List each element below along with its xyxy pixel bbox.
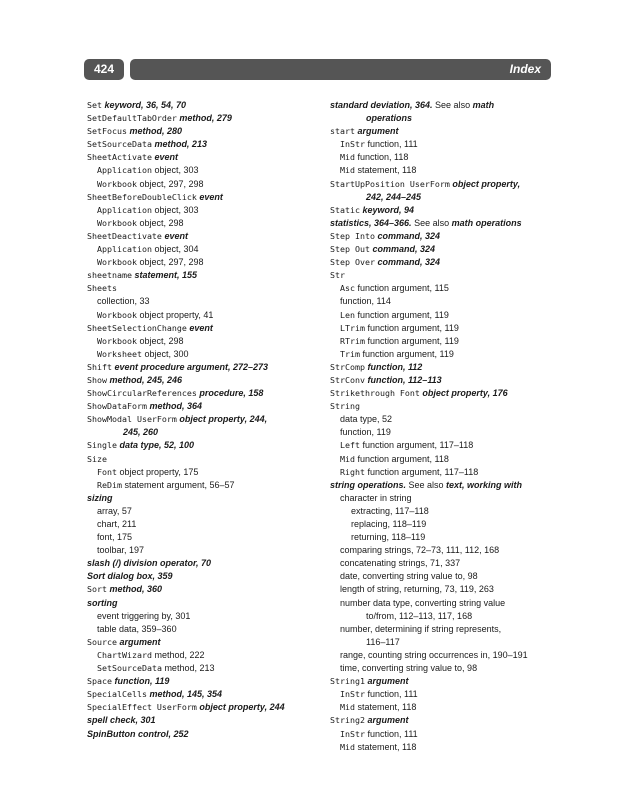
entry-text: function, 111 bbox=[364, 139, 418, 150]
entry-text: data type, 52 bbox=[340, 414, 393, 425]
entry-code-term: String1 bbox=[330, 676, 365, 687]
index-entry bbox=[87, 164, 317, 177]
index-entry bbox=[87, 217, 317, 230]
index-entry bbox=[330, 701, 555, 714]
index-entry bbox=[87, 649, 317, 662]
index-entry bbox=[330, 544, 555, 557]
entry-code-term: SetDefaultTabOrder bbox=[87, 113, 177, 124]
entry-text: method, 222 bbox=[151, 649, 205, 660]
entry-text: function, 111 bbox=[364, 728, 418, 739]
index-entry bbox=[330, 623, 555, 636]
index-entry bbox=[87, 151, 317, 164]
entry-term: method, 213 bbox=[151, 139, 207, 150]
entry-code-term: Worksheet bbox=[97, 348, 142, 359]
entry-code-term: sheetname bbox=[87, 270, 132, 281]
entry-code-term: InStr bbox=[340, 728, 365, 739]
entry-term: command, 324 bbox=[369, 244, 435, 255]
entry-code-term: Left bbox=[340, 440, 360, 451]
index-entry bbox=[87, 728, 317, 741]
index-entry bbox=[87, 282, 317, 295]
index-entry bbox=[330, 99, 555, 112]
index-entry bbox=[330, 243, 555, 256]
entry-code-term: StrConv bbox=[330, 374, 365, 385]
entry-code-term: SetSourceData bbox=[87, 139, 152, 150]
entry-term: argument bbox=[116, 636, 161, 647]
entry-text: toolbar, 197 bbox=[97, 545, 145, 556]
index-entry bbox=[87, 230, 317, 243]
index-entry bbox=[330, 557, 555, 570]
entry-code-term: SpecialCells bbox=[87, 689, 147, 700]
index-entry bbox=[330, 675, 555, 688]
entry-text: function argument, 115 bbox=[355, 283, 449, 294]
entry-text: function argument, 119 bbox=[355, 309, 449, 320]
entry-code-term: ChartWizard bbox=[97, 649, 152, 660]
index-entry bbox=[87, 675, 317, 688]
index-entry bbox=[330, 570, 555, 583]
entry-term: string operations. bbox=[330, 479, 407, 490]
index-entry bbox=[330, 361, 555, 374]
entry-text: number, determining if string represents, bbox=[340, 623, 502, 634]
entry-text: concatenating strings, 71, 337 bbox=[340, 558, 461, 569]
entry-text: chart, 211 bbox=[97, 519, 137, 529]
entry-code-term: Len bbox=[340, 309, 355, 320]
entry-term: operations bbox=[366, 113, 413, 124]
index-entry bbox=[330, 662, 555, 675]
entry-text: object property, 41 bbox=[136, 309, 214, 320]
entry-term: SpinButton control, 252 bbox=[87, 728, 189, 739]
entry-text: function, 111 bbox=[364, 689, 418, 700]
index-entry bbox=[87, 178, 317, 191]
index-entry bbox=[87, 518, 317, 531]
entry-term: procedure, 158 bbox=[196, 388, 264, 399]
index-entry bbox=[330, 230, 555, 243]
entry-text: extracting, 117–118 bbox=[351, 505, 429, 516]
entry-text: font, 175 bbox=[97, 532, 133, 543]
entry-code-term: start bbox=[330, 126, 355, 137]
entry-text: See also bbox=[411, 217, 452, 228]
index-entry bbox=[87, 335, 317, 348]
index-entry bbox=[87, 374, 317, 387]
entry-code-term: InStr bbox=[340, 139, 365, 150]
index-entry bbox=[87, 557, 317, 570]
index-entry bbox=[330, 728, 555, 741]
entry-text: length of string, returning, 73, 119, 263 bbox=[340, 584, 494, 595]
entry-code-term: Sheets bbox=[87, 283, 117, 294]
entry-term: function, 119 bbox=[111, 676, 170, 687]
index-entry bbox=[330, 335, 555, 348]
index-entry bbox=[330, 400, 555, 413]
entry-term: event bbox=[151, 152, 178, 163]
entry-term: slash (/) division operator, 70 bbox=[87, 558, 212, 569]
entry-term: Sort dialog box, 359 bbox=[87, 571, 173, 582]
entry-text: object property, 175 bbox=[116, 466, 199, 477]
entry-term: text, working with bbox=[446, 479, 523, 490]
index-entry bbox=[330, 348, 555, 361]
index-entry bbox=[330, 309, 555, 322]
entry-code-term: StrComp bbox=[330, 361, 365, 372]
index-entry bbox=[87, 243, 317, 256]
index-entry bbox=[87, 400, 317, 413]
entry-term: method, 145, 354 bbox=[146, 689, 222, 700]
index-entry bbox=[87, 453, 317, 466]
index-entry bbox=[87, 466, 317, 479]
entry-text: See also bbox=[406, 479, 447, 490]
entry-code-term: Application bbox=[97, 204, 152, 215]
entry-term: math bbox=[472, 100, 495, 110]
index-entry bbox=[330, 453, 555, 466]
index-entry bbox=[330, 636, 555, 649]
entry-code-term: Mid bbox=[340, 453, 355, 464]
entry-text: number data type, converting string value bbox=[340, 597, 506, 608]
entry-code-term: Set bbox=[87, 100, 102, 110]
entry-code-term: SheetDeactivate bbox=[87, 230, 162, 241]
entry-code-term: InStr bbox=[340, 689, 365, 700]
entry-text: time, converting string value to, 98 bbox=[340, 663, 478, 674]
entry-code-term: Strikethrough Font bbox=[330, 388, 420, 399]
index-entry bbox=[87, 322, 317, 335]
index-entry bbox=[87, 544, 317, 557]
index-entry bbox=[87, 413, 317, 426]
index-entry bbox=[330, 256, 555, 269]
entry-text: collection, 33 bbox=[97, 296, 150, 307]
entry-term: event bbox=[186, 322, 213, 333]
entry-code-term: Step Over bbox=[330, 257, 375, 268]
entry-code-term: Step Into bbox=[330, 230, 375, 241]
entry-term: sorting bbox=[87, 597, 118, 608]
index-entry bbox=[87, 505, 317, 518]
entry-text: comparing strings, 72–73, 111, 112, 168 bbox=[340, 545, 500, 556]
entry-term: standard deviation, 364. bbox=[330, 100, 433, 110]
entry-term: sizing bbox=[87, 492, 113, 503]
entry-text: function argument, 119 bbox=[364, 322, 459, 333]
entry-term: method, 279 bbox=[176, 113, 232, 124]
index-entry bbox=[330, 426, 555, 439]
index-entry bbox=[87, 309, 317, 322]
entry-term: 242, 244–245 bbox=[366, 191, 422, 202]
entry-code-term: Source bbox=[87, 636, 117, 647]
entry-code-term: Step Out bbox=[330, 244, 370, 255]
page-number: 424 bbox=[84, 59, 124, 80]
entry-term: object property, 244, bbox=[176, 414, 268, 425]
entry-code-term: Workbook bbox=[97, 257, 137, 268]
entry-code-term: SheetSelectionChange bbox=[87, 322, 187, 333]
index-entry bbox=[330, 217, 555, 230]
entry-text: method, 213 bbox=[161, 663, 215, 674]
entry-code-term: ReDim bbox=[97, 479, 122, 490]
entry-term: keyword, 36, 54, 70 bbox=[102, 100, 187, 110]
entry-code-term: Workbook bbox=[97, 178, 137, 189]
entry-code-term: Workbook bbox=[97, 309, 137, 320]
entry-text: character in string bbox=[340, 492, 412, 503]
index-entry bbox=[330, 439, 555, 452]
entry-term: math operations bbox=[451, 217, 522, 228]
index-entry bbox=[87, 112, 317, 125]
index-entry bbox=[87, 204, 317, 217]
entry-text: See also bbox=[432, 100, 473, 110]
index-entry bbox=[87, 348, 317, 361]
entry-code-term: ShowCircularReferences bbox=[87, 388, 197, 399]
index-entry bbox=[330, 164, 555, 177]
section-title: Index bbox=[509, 62, 541, 76]
index-entry bbox=[87, 714, 317, 727]
index-entry bbox=[330, 610, 555, 623]
index-column-left bbox=[87, 99, 317, 741]
index-entry bbox=[330, 479, 555, 492]
entry-code-term: Single bbox=[87, 440, 117, 451]
index-entry bbox=[87, 479, 317, 492]
entry-code-term: ShowDataForm bbox=[87, 401, 147, 412]
entry-code-term: Size bbox=[87, 453, 107, 464]
entry-code-term: Mid bbox=[340, 165, 355, 176]
index-entry bbox=[330, 597, 555, 610]
entry-term: statistics, 364–366. bbox=[330, 217, 412, 228]
index-entry bbox=[87, 295, 317, 308]
entry-term: command, 324 bbox=[374, 257, 440, 268]
index-entry bbox=[330, 531, 555, 544]
entry-code-term: SetFocus bbox=[87, 126, 127, 137]
index-entry bbox=[330, 322, 555, 335]
entry-term: data type, 52, 100 bbox=[116, 440, 195, 451]
entry-code-term: Workbook bbox=[97, 335, 137, 346]
entry-code-term: SheetBeforeDoubleClick bbox=[87, 191, 197, 202]
index-entry bbox=[87, 492, 317, 505]
entry-text: object, 300 bbox=[141, 348, 189, 359]
index-entry bbox=[330, 492, 555, 505]
index-entry bbox=[330, 191, 555, 204]
entry-term: function, 112–113 bbox=[364, 374, 442, 385]
entry-term: event bbox=[161, 230, 188, 241]
entry-code-term: ShowModal UserForm bbox=[87, 414, 177, 425]
running-header-bar bbox=[130, 59, 551, 80]
index-entry bbox=[330, 282, 555, 295]
entry-text: function argument, 117–118 bbox=[364, 466, 479, 477]
entry-text: function, 114 bbox=[340, 296, 391, 307]
entry-term: method, 364 bbox=[146, 401, 202, 412]
entry-term: method, 245, 246 bbox=[106, 374, 183, 385]
entry-term: event bbox=[196, 191, 223, 202]
index-entry bbox=[330, 714, 555, 727]
index-entry bbox=[330, 583, 555, 596]
entry-code-term: LTrim bbox=[340, 322, 365, 333]
entry-term: method, 360 bbox=[106, 584, 162, 595]
entry-term: keyword, 94 bbox=[359, 204, 415, 215]
index-entry bbox=[330, 466, 555, 479]
index-entry bbox=[330, 204, 555, 217]
entry-text: event triggering by, 301 bbox=[97, 610, 191, 621]
entry-text: function, 118 bbox=[355, 152, 409, 163]
entry-code-term: SpecialEffect UserForm bbox=[87, 702, 197, 713]
entry-text: array, 57 bbox=[97, 505, 132, 516]
index-entry bbox=[330, 151, 555, 164]
entry-code-term: Str bbox=[330, 270, 345, 281]
index-entry bbox=[330, 741, 555, 754]
entry-code-term: Trim bbox=[340, 348, 360, 359]
entry-term: method, 280 bbox=[126, 126, 182, 137]
index-entry bbox=[87, 531, 317, 544]
entry-code-term: Workbook bbox=[97, 217, 137, 228]
index-entry bbox=[87, 662, 317, 675]
entry-text: object, 298 bbox=[136, 335, 184, 346]
index-entry bbox=[87, 191, 317, 204]
entry-text: table data, 359–360 bbox=[97, 623, 177, 634]
entry-text: object, 303 bbox=[151, 204, 199, 215]
entry-term: object property, 176 bbox=[419, 388, 508, 399]
entry-text: object, 303 bbox=[151, 165, 199, 176]
entry-code-term: Right bbox=[340, 466, 365, 477]
index-entry bbox=[330, 688, 555, 701]
index-entry bbox=[87, 701, 317, 714]
index-entry bbox=[87, 570, 317, 583]
entry-text: range, counting string occurrences in, 190–191 bbox=[340, 649, 528, 660]
entry-term: object property, 244 bbox=[196, 702, 285, 713]
entry-text: statement, 118 bbox=[355, 702, 417, 713]
entry-term: command, 324 bbox=[374, 230, 440, 241]
entry-code-term: Asc bbox=[340, 283, 355, 294]
index-entry bbox=[87, 387, 317, 400]
entry-code-term: Font bbox=[97, 466, 117, 477]
entry-text: function argument, 117–118 bbox=[359, 440, 474, 451]
entry-term: statement, 155 bbox=[131, 270, 197, 281]
entry-text: function argument, 119 bbox=[364, 335, 459, 346]
index-entry bbox=[87, 623, 317, 636]
entry-text: object, 298 bbox=[136, 217, 184, 228]
entry-text: replacing, 118–119 bbox=[351, 519, 427, 529]
entry-text: to/from, 112–113, 117, 168 bbox=[366, 610, 473, 621]
entry-text: function argument, 119 bbox=[359, 348, 454, 359]
index-entry bbox=[330, 178, 555, 191]
index-entry bbox=[330, 125, 555, 138]
index-entry bbox=[330, 138, 555, 151]
entry-code-term: String bbox=[330, 401, 360, 412]
entry-term: function, 112 bbox=[364, 361, 423, 372]
index-entry bbox=[87, 439, 317, 452]
index-column-right bbox=[330, 99, 555, 754]
entry-term: object property, bbox=[449, 178, 521, 189]
entry-code-term: SetSourceData bbox=[97, 663, 162, 674]
index-entry bbox=[330, 387, 555, 400]
entry-text: returning, 118–119 bbox=[351, 532, 426, 543]
entry-term: 245, 260 bbox=[123, 427, 159, 438]
entry-term: argument bbox=[354, 126, 399, 137]
entry-text: 116–117 bbox=[366, 636, 400, 647]
index-entry bbox=[330, 112, 555, 125]
index-entry bbox=[87, 583, 317, 596]
entry-term: argument bbox=[364, 676, 409, 687]
index-entry bbox=[330, 269, 555, 282]
index-entry bbox=[87, 597, 317, 610]
index-entry bbox=[330, 505, 555, 518]
entry-text: statement argument, 56–57 bbox=[121, 479, 235, 490]
index-entry bbox=[87, 688, 317, 701]
index-entry bbox=[330, 413, 555, 426]
index-entry bbox=[87, 125, 317, 138]
index-entry bbox=[87, 269, 317, 282]
entry-term: spell check, 301 bbox=[87, 715, 156, 726]
entry-code-term: Space bbox=[87, 676, 112, 687]
entry-code-term: Static bbox=[330, 204, 360, 215]
entry-code-term: Mid bbox=[340, 152, 355, 163]
entry-text: object, 297, 298 bbox=[136, 178, 204, 189]
entry-text: function, 119 bbox=[340, 427, 391, 438]
entry-code-term: Mid bbox=[340, 702, 355, 713]
index-entry bbox=[87, 138, 317, 151]
index-entry bbox=[87, 426, 317, 439]
entry-term: event procedure argument, 272–273 bbox=[111, 361, 269, 372]
entry-text: object, 297, 298 bbox=[136, 257, 204, 268]
entry-text: function argument, 118 bbox=[355, 453, 449, 464]
entry-code-term: Shift bbox=[87, 361, 112, 372]
entry-text: statement, 118 bbox=[355, 165, 417, 176]
index-entry bbox=[330, 518, 555, 531]
entry-term: argument bbox=[364, 715, 409, 726]
index-entry bbox=[330, 295, 555, 308]
entry-code-term: SheetActivate bbox=[87, 152, 152, 163]
entry-code-term: RTrim bbox=[340, 335, 365, 346]
index-entry bbox=[330, 649, 555, 662]
entry-text: statement, 118 bbox=[355, 741, 417, 752]
index-entry bbox=[330, 374, 555, 387]
entry-text: object, 304 bbox=[151, 244, 199, 255]
entry-code-term: Sort bbox=[87, 584, 107, 595]
entry-code-term: String2 bbox=[330, 715, 365, 726]
entry-code-term: StartUpPosition UserForm bbox=[330, 178, 450, 189]
entry-text: date, converting string value to, 98 bbox=[340, 571, 478, 582]
index-entry bbox=[87, 610, 317, 623]
index-entry bbox=[87, 636, 317, 649]
index-entry bbox=[87, 99, 317, 112]
entry-code-term: Mid bbox=[340, 741, 355, 752]
entry-code-term: Show bbox=[87, 374, 107, 385]
entry-code-term: Application bbox=[97, 244, 152, 255]
entry-code-term: Application bbox=[97, 165, 152, 176]
index-entry bbox=[87, 256, 317, 269]
index-entry bbox=[87, 361, 317, 374]
